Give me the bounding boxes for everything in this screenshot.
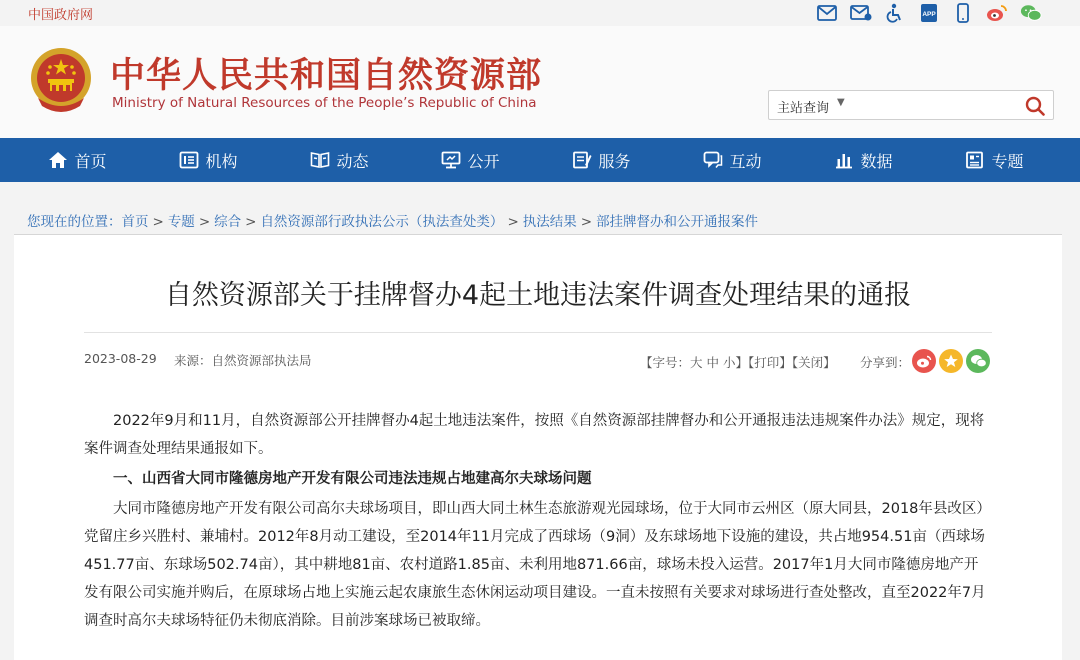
article	[14, 235, 1062, 660]
nav-item-disclosure[interactable]	[405, 138, 536, 182]
article-tools	[640, 353, 836, 371]
article-body	[84, 407, 992, 637]
font-size-label: 【字号：	[640, 355, 691, 370]
service-icon	[572, 150, 592, 170]
site-subtitle: Ministry of Natural Resources of the People’s Republic of China	[112, 95, 537, 111]
nav-item-interaction[interactable]	[667, 138, 798, 182]
chevron-down-icon[interactable]: ▼	[837, 97, 845, 108]
wechat-icon[interactable]	[1020, 2, 1042, 24]
site-title: 中华人民共和国自然资源部	[110, 56, 543, 96]
breadcrumb	[27, 210, 758, 230]
share-weibo-icon[interactable]	[912, 349, 936, 373]
publish-date: 2023-08-29	[84, 351, 157, 366]
top-icon-bar	[816, 2, 1042, 24]
nav-item-topic[interactable]	[929, 138, 1060, 182]
share-label: 分享到：	[860, 355, 911, 370]
search-box	[768, 90, 1054, 120]
breadcrumb-item-topics[interactable]: 专题	[167, 214, 195, 230]
gov-portal-link[interactable]: 中国政府网	[28, 8, 94, 23]
print-link[interactable]: 【打印】	[748, 355, 792, 370]
nav-item-label: 首页	[74, 151, 107, 171]
font-size-close-bracket: 】	[735, 355, 749, 370]
top-bar	[0, 0, 1080, 26]
site-header	[0, 26, 1080, 138]
topic-icon	[965, 150, 985, 170]
article-source: 来源：自然资源部执法局	[174, 353, 312, 368]
nav-item-home[interactable]	[12, 138, 143, 182]
breadcrumb-separator: >	[580, 214, 593, 230]
mobile-icon[interactable]	[952, 2, 974, 24]
nav-item-label: 互动	[729, 151, 762, 171]
search-icon[interactable]	[1023, 94, 1047, 118]
font-size-small-link[interactable]: 小	[723, 355, 736, 370]
close-link[interactable]: 【关闭】	[791, 355, 836, 370]
breadcrumb-item-home[interactable]: 首页	[121, 214, 149, 230]
main-nav	[0, 138, 1080, 182]
nav-item-label: 专题	[991, 151, 1024, 171]
nav-item-label: 服务	[598, 151, 631, 171]
search-scope-select[interactable]: 主站查询	[777, 101, 830, 116]
nav-item-news[interactable]	[274, 138, 405, 182]
nav-item-label: 动态	[336, 151, 369, 171]
breadcrumb-separator: >	[152, 214, 164, 230]
breadcrumb-separator: >	[507, 214, 519, 230]
data-icon	[834, 150, 854, 170]
search-input[interactable]	[855, 93, 1015, 117]
disclosure-icon	[441, 150, 461, 170]
breadcrumb-separator: >	[245, 214, 257, 230]
breadcrumb-item-enforcement-results[interactable]: 执法结果	[522, 214, 577, 230]
title-divider	[84, 332, 992, 333]
mail-icon[interactable]	[816, 2, 838, 24]
breadcrumb-prefix: 您现在的位置：	[27, 214, 122, 230]
article-paragraph: 大同市隆德房地产开发有限公司高尔夫球场项目，即山西大同土林生态旅游观光园球场，位于大同市云州区（原大同县，2018年县改区）党留庄乡兴胜村、兼埔村。2012年8月动工建设，至2014年11月完成了西球场（9洞）及东球场地下设施的建设，共占地954.51亩（西球场451.77亩、东球场502.74亩），其中耕地81亩、农村道路1.85亩、未利用地871.66亩，球场未投入运营。2017年1月大同市隆德房地产开发有限公司实施并购后，在原球场占地上实施云起农康旅生态休闲运动项目建设。一直未按照有关要求对球场进行查处整改，直至2022年7月调查时高尔夫球场特征仍未彻底消除。目前涉案球场已被取缔。	[84, 501, 991, 629]
nav-item-label: 机构	[205, 151, 238, 171]
nav-item-service[interactable]	[536, 138, 667, 182]
article-paragraph: 2022年9月和11月，自然资源部公开挂牌督办4起土地违法案件，按照《自然资源部挂牌督办和公开通报违法违规案件办法》规定，现将案件调查处理结果通报如下。	[84, 413, 985, 457]
share-qzone-icon[interactable]	[939, 349, 963, 373]
national-emblem-logo[interactable]	[28, 46, 94, 116]
interaction-icon	[703, 150, 723, 170]
breadcrumb-separator: >	[198, 214, 211, 230]
nav-item-data[interactable]	[798, 138, 929, 182]
article-title: 自然资源部关于挂牌督办4起土地违法案件调查处理结果的通报	[164, 280, 912, 311]
accessibility-icon[interactable]	[884, 2, 906, 24]
breadcrumb-item-general[interactable]: 综合	[214, 214, 242, 230]
app-icon[interactable]	[918, 2, 940, 24]
breadcrumb-item-enforcement-disclosure[interactable]: 自然资源部行政执法公示（执法查处类）	[260, 214, 504, 230]
mail-alt-icon[interactable]	[850, 2, 872, 24]
nav-item-label: 数据	[860, 151, 893, 171]
weibo-icon[interactable]	[986, 2, 1008, 24]
news-icon	[310, 150, 330, 170]
font-size-large-link[interactable]: 大	[690, 355, 703, 370]
app-icon-text: APP	[922, 11, 936, 18]
breadcrumb-item-supervised-cases[interactable]: 部挂牌督办和公开通报案件	[596, 214, 759, 230]
home-icon	[48, 150, 68, 170]
nav-item-label: 公开	[467, 151, 500, 171]
font-size-medium-link[interactable]: 中	[706, 355, 720, 370]
institution-icon	[179, 150, 199, 170]
nav-item-institution[interactable]	[143, 138, 274, 182]
article-section-heading: 一、山西省大同市隆德房地产开发有限公司违法违规占地建高尔夫球场问题	[113, 471, 592, 487]
share-wechat-icon[interactable]	[966, 349, 990, 373]
